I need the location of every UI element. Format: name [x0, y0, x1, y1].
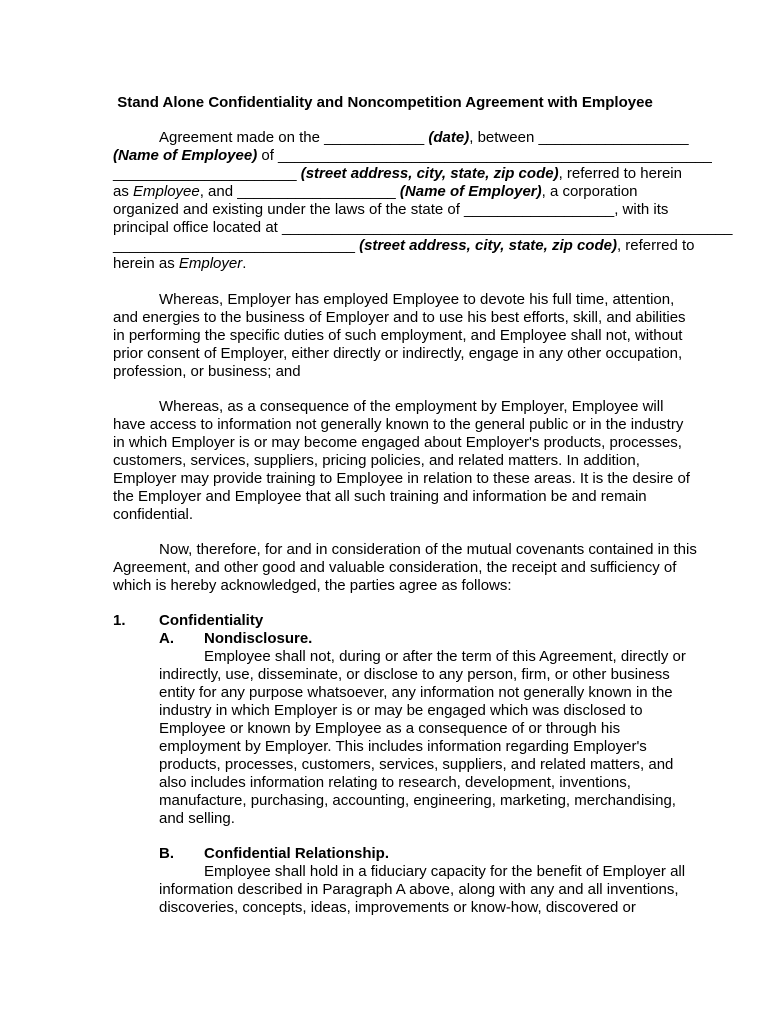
text-span: , referred to: [616, 237, 695, 254]
opening-line: [113, 165, 682, 183]
blank-label: (Name of Employer): [399, 183, 542, 200]
paragraph-line: Employee or known by Employee as a consequence of or through his: [159, 720, 621, 737]
paragraph-line: and selling.: [159, 810, 235, 827]
paragraph-line: profession, or business; and: [113, 363, 301, 380]
text-span: , and ___________________: [199, 183, 400, 200]
document-title: Stand Alone Confidentiality and Noncompetition Agreement with Employee: [117, 94, 653, 111]
section-heading: Confidentiality: [159, 612, 264, 629]
text-span: , referred to herein: [558, 165, 682, 182]
blank-label: (Name of Employee): [113, 147, 258, 164]
paragraph-line: Employee shall not, during or after the term of this Agreement, directly or: [204, 648, 686, 665]
paragraph-line: in which Employer is or may become engaged about Employer's products, processes,: [113, 434, 682, 451]
text-span: as: [113, 183, 134, 200]
subsection-label: A.: [159, 630, 174, 647]
paragraph-line: Now, therefore, for and in consideration of the mutual covenants contained in this: [159, 541, 697, 558]
paragraph-line: Agreement, and other good and valuable consideration, the receipt and sufficiency of: [113, 559, 677, 576]
paragraph-line: also includes information relating to research, development, inventions,: [159, 774, 631, 791]
text-span: Agreement made on the ____________: [159, 129, 429, 146]
paragraph-line: products, processes, customers, services, suppliers, and related matters, and: [159, 756, 674, 773]
blank-label: (date): [428, 129, 470, 146]
paragraph-line: Whereas, as a consequence of the employment by Employer, Employee will: [159, 398, 664, 415]
subsection-label: B.: [159, 845, 174, 862]
opening-line: [113, 255, 246, 273]
opening-line: [113, 183, 638, 201]
paragraph-line: and energies to the business of Employer and to use his best efforts, skill, and abilities: [113, 309, 686, 326]
text-span: , between __________________: [469, 129, 689, 146]
paragraph-line: industry in which Employer is or may be engaged which was disclosed to: [159, 702, 643, 719]
defined-term: Employee: [133, 183, 200, 200]
defined-term: Employer: [178, 255, 243, 272]
paragraph-line: prior consent of Employer, either directly or indirectly, engage in any other occupation,: [113, 345, 683, 362]
paragraph-line: which is hereby acknowledged, the parties agree as follows:: [113, 577, 512, 594]
opening-line: [159, 129, 689, 147]
paragraph-line: confidential.: [113, 506, 194, 523]
paragraph-line: discoveries, concepts, ideas, improvements or know-how, discovered or: [159, 899, 636, 916]
paragraph-line: Employee shall hold in a fiduciary capacity for the benefit of Employer all: [204, 863, 686, 880]
paragraph-line: in performing the specific duties of such employment, and Employee shall not, without: [113, 327, 683, 344]
opening-line: organized and existing under the laws of the state of __________________, with its: [113, 201, 669, 218]
subsection-heading: Nondisclosure.: [204, 630, 313, 647]
opening-line: [113, 237, 695, 255]
paragraph-line: indirectly, use, disseminate, or disclose to any person, firm, or other business: [159, 666, 670, 683]
paragraph-line: the Employer and Employee that all such training and information be and remain: [113, 488, 647, 505]
opening-line: [113, 147, 712, 165]
text-span: of ____________________________________________________: [257, 147, 712, 164]
text-span: herein as: [113, 255, 179, 272]
text-span: .: [242, 255, 247, 272]
text-span: _____________________________: [113, 237, 360, 254]
subsection-heading: Confidential Relationship.: [204, 845, 390, 862]
opening-line: principal office located at ______________________________________________________: [113, 219, 733, 236]
text-span: ______________________: [113, 165, 301, 182]
blank-label: (street address, city, state, zip code): [359, 237, 617, 254]
blank-label: (street address, city, state, zip code): [300, 165, 559, 182]
paragraph-line: entity for any purpose whatsoever, any information not generally known in the: [159, 684, 673, 701]
paragraph-line: information described in Paragraph A above, along with any and all inventions,: [159, 881, 679, 898]
paragraph-line: Whereas, Employer has employed Employee to devote his full time, attention,: [159, 291, 675, 308]
paragraph-line: manufacture, purchasing, accounting, engineering, marketing, merchandising,: [159, 792, 676, 809]
paragraph-line: Employer may provide training to Employee in relation to these areas. It is the desire of: [113, 470, 690, 487]
paragraph-line: employment by Employer. This includes information regarding Employer's: [159, 738, 647, 755]
section-number: 1.: [113, 612, 126, 629]
text-span: , a corporation: [541, 183, 638, 200]
paragraph-line: customers, services, suppliers, pricing policies, and related matters. In addition,: [113, 452, 640, 469]
paragraph-line: have access to information not generally known to the general public or in the industry: [113, 416, 684, 433]
